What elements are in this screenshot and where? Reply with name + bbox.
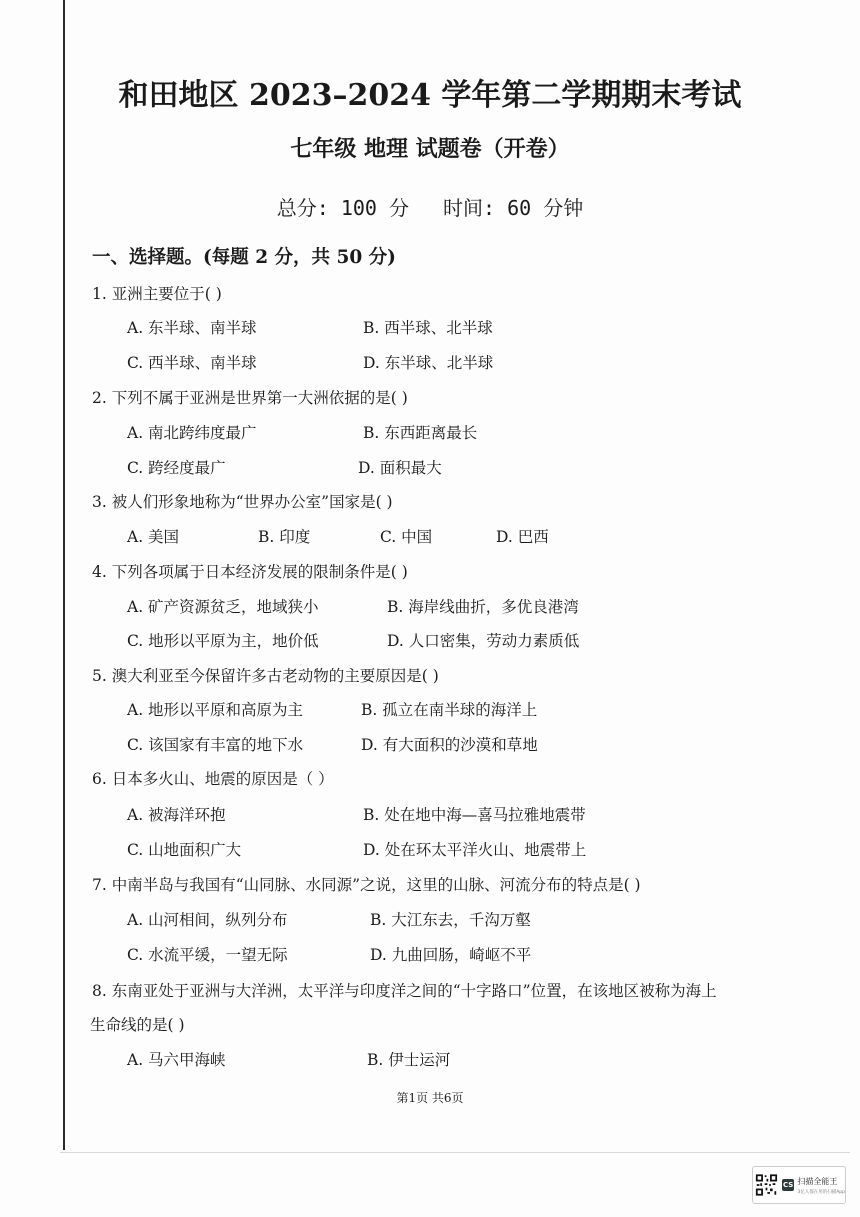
question-6-option-d: D. 处在环太平洋火山、地震带上: [363, 841, 587, 859]
question-3-option-a: A. 美国: [127, 528, 180, 546]
question-1-option-d: D. 东半球、北半球: [363, 354, 494, 372]
question-2-option-c: C. 跨经度最广: [127, 459, 226, 477]
question-5-option-d: D. 有大面积的沙漠和草地: [361, 736, 538, 754]
question-2-option-a: A. 南北跨纬度最广: [127, 424, 257, 442]
scan-bottom-edge: [60, 1152, 850, 1153]
scanner-app-name: 扫描全能王: [797, 1176, 838, 1186]
camscanner-logo: CS: [783, 1181, 794, 1189]
page-number: 第1页 共6页: [396, 1091, 464, 1105]
question-7-option-c: C. 水流平缓，一望无际: [127, 946, 288, 964]
question-6-stem: 6. 日本多火山、地震的原因是（ ）: [92, 770, 334, 788]
question-2-stem: 2. 下列不属于亚洲是世界第一大洲依据的是( ): [92, 389, 408, 407]
scanner-watermark-badge: [752, 1166, 846, 1204]
question-1-stem: 1. 亚洲主要位于( ): [92, 285, 222, 303]
binding-line: [63, 0, 65, 1150]
question-1-option-c: C. 西半球、南半球: [127, 354, 257, 372]
question-4-option-c: C. 地形以平原为主，地价低: [127, 632, 319, 650]
question-4-option-d: D. 人口密集，劳动力素质低: [387, 632, 580, 650]
question-6-option-a: A. 被海洋环抱: [127, 806, 226, 824]
qr-code-icon: [755, 1172, 778, 1198]
exam-title: 和田地区 2023–2024 学年第二学期期末考试: [118, 78, 742, 113]
question-6-option-c: C. 山地面积广大: [127, 841, 242, 859]
question-3-stem: 3. 被人们形象地称为“世界办公室”国家是( ): [92, 493, 393, 511]
question-8-option-b: B. 伊士运河: [367, 1051, 451, 1069]
question-5-stem: 5. 澳大利亚至今保留许多古老动物的主要原因是( ): [92, 667, 439, 685]
question-2-option-b: B. 东西距离最长: [363, 424, 478, 442]
question-7-option-d: D. 九曲回肠，崎岖不平: [370, 946, 532, 964]
question-8-option-a: A. 马六甲海峡: [127, 1051, 226, 1069]
total-score: 总分: 100 分: [276, 196, 410, 220]
exam-subtitle: 七年级 地理 试题卷（开卷）: [290, 136, 570, 162]
question-4-option-b: B. 海岸线曲折，多优良港湾: [387, 598, 579, 616]
question-7-option-a: A. 山河相间，纵列分布: [127, 911, 288, 929]
question-1-option-b: B. 西半球、北半球: [363, 319, 493, 337]
question-2-option-d: D. 面积最大: [358, 459, 442, 477]
question-5-option-b: B. 孤立在南半球的海洋上: [361, 701, 538, 719]
question-7-stem: 7. 中南半岛与我国有“山同脉、水同源”之说，这里的山脉、河流分布的特点是( ): [92, 876, 641, 894]
question-4-stem: 4. 下列各项属于日本经济发展的限制条件是( ): [92, 563, 408, 581]
question-3-option-b: B. 印度: [258, 528, 311, 546]
question-5-option-a: A. 地形以平原和高原为主: [127, 701, 304, 719]
question-6-option-b: B. 处在地中海—喜马拉雅地震带: [363, 806, 586, 824]
section-heading: 一、选择题。(每题 2 分，共 50 分): [92, 247, 396, 268]
question-3-option-c: C. 中国: [380, 528, 433, 546]
question-1-option-a: A. 东半球、南半球: [127, 319, 257, 337]
exam-meta: [0, 192, 860, 221]
question-4-option-a: A. 矿产资源贫乏，地域狭小: [127, 598, 319, 616]
question-8-stem-continued: 生命线的是( ): [90, 1016, 185, 1034]
question-3-option-d: D. 巴西: [496, 528, 549, 546]
question-8-stem: 8. 东南亚处于亚洲与大洋洲，太平洋与印度洋之间的“十字路口”位置，在该地区被称为海上: [92, 982, 717, 1000]
question-5-option-c: C. 该国家有丰富的地下水: [127, 736, 304, 754]
question-7-option-b: B. 大江东去，千沟万壑: [370, 911, 531, 929]
scanner-app-tagline: 3亿人都在用的扫描App: [797, 1189, 845, 1195]
exam-time: 时间: 60 分钟: [443, 196, 584, 220]
